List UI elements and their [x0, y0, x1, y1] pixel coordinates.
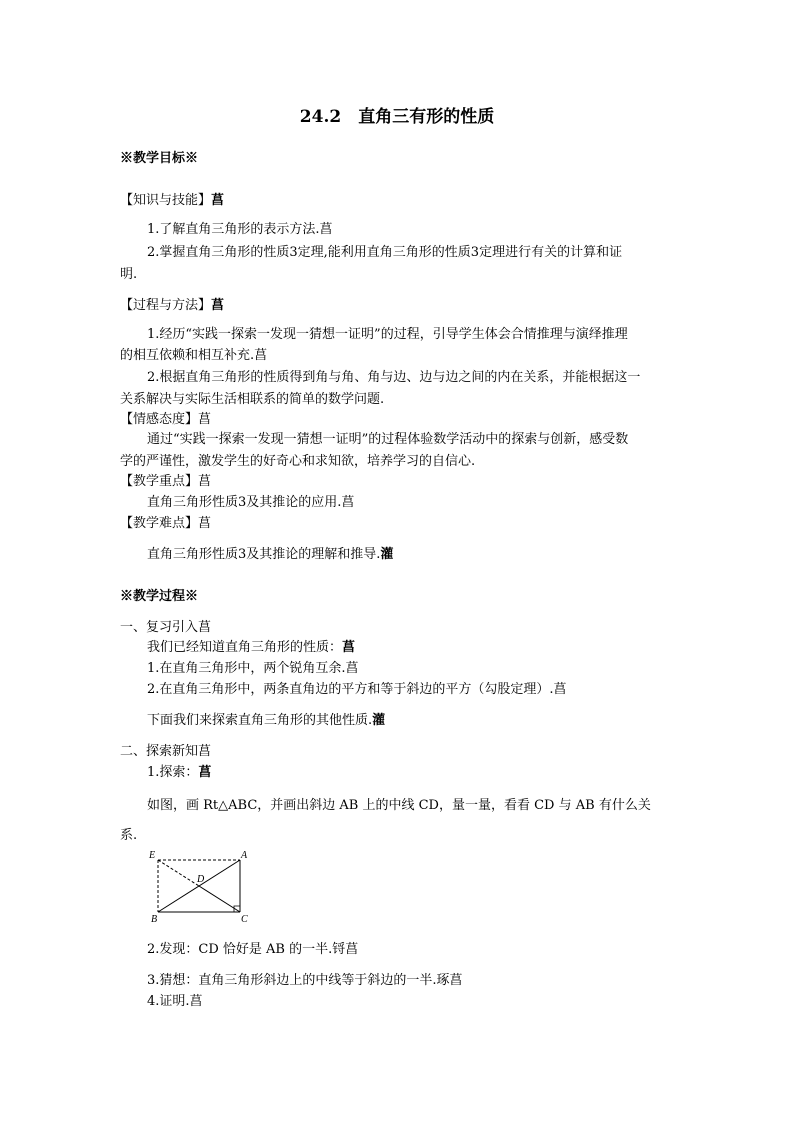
- attitude-heading: 【情感态度】菖: [120, 412, 212, 427]
- explore-line-3: 2.发现：CD 恰好是 AB 的一半.锊菖: [147, 942, 359, 957]
- process-heading: 【过程与方法】菖: [120, 298, 225, 313]
- key-heading: 【教学重点】菖: [120, 474, 212, 489]
- key-line: 直角三角形性质3及其推论的应用.菖: [147, 495, 355, 510]
- review-heading: 一、复习引入菖: [120, 620, 212, 635]
- attitude-line-1: 通过“实践一探索一发现一猜想一证明”的过程体验数学活动中的探索与创新，感受数: [147, 432, 629, 447]
- process-item-2: 2.根据直角三角形的性质得到角与角、角与边、边与边之间的内在关系，并能根据这一: [147, 370, 641, 385]
- rectangle-figure: [148, 848, 258, 926]
- segment-ed: [158, 860, 199, 886]
- knowledge-item-2: 2.掌握直角三角形的性质3定理,能利用直角三角形的性质3定理进行有关的计算和证: [147, 245, 623, 260]
- process-item-1: 1.经历“实践一探索一发现一猜想一证明”的过程，引导学生体会合情推理与演绎推理: [147, 327, 628, 342]
- label-a: A: [241, 850, 248, 861]
- attitude-line-2: 学的严谨性，激发学生的好奇心和求知欲，培养学习的自信心.: [120, 454, 476, 469]
- review-line-4: 下面我们来探索直角三角形的其他性质.灌: [147, 713, 386, 728]
- review-line-2: 1.在直角三角形中，两个锐角互余.菖: [147, 661, 359, 676]
- label-e: E: [149, 850, 156, 861]
- objectives-heading: ※教学目标※: [120, 151, 199, 166]
- label-d: D: [197, 874, 205, 885]
- knowledge-item-1: 1.了解直角三角形的表示方法.菖: [147, 222, 333, 237]
- review-line-3: 2.在直角三角形中，两条直角边的平方和等于斜边的平方（勾股定理）.菖: [147, 682, 567, 697]
- explore-line-2-cont: 系.: [120, 828, 138, 843]
- knowledge-heading: 【知识与技能】菖: [120, 193, 225, 208]
- explore-line-5: 4.证明.菖: [147, 994, 203, 1009]
- page-title: 24.2 直角三有形的性质: [299, 107, 495, 127]
- review-line-1: 我们已经知道直角三角形的性质：菖: [147, 640, 356, 655]
- difficulty-heading: 【教学难点】菖: [120, 516, 212, 531]
- knowledge-item-2-cont: 明.: [120, 267, 138, 282]
- process-section-heading: ※教学过程※: [120, 589, 199, 604]
- explore-line-2: 如图，画 Rt△ABC，并画出斜边 AB 上的中线 CD，量一量，看看 CD 与 AB 有什么关: [147, 798, 651, 813]
- difficulty-line: 直角三角形性质3及其推论的理解和推导.灌: [147, 547, 394, 562]
- explore-line-1: 1.探索：菖: [147, 765, 212, 780]
- label-b: B: [151, 914, 158, 925]
- explore-heading: 二、探索新知菖: [120, 744, 212, 759]
- explore-line-4: 3.猜想：直角三角形斜边上的中线等于斜边的一半.琢菖: [147, 973, 463, 988]
- process-item-2-cont: 关系解决与实际生活相联系的简单的数学问题.: [120, 392, 385, 407]
- label-c: C: [241, 914, 248, 925]
- process-item-1-cont: 的相互依赖和相互补充.菖: [120, 348, 268, 363]
